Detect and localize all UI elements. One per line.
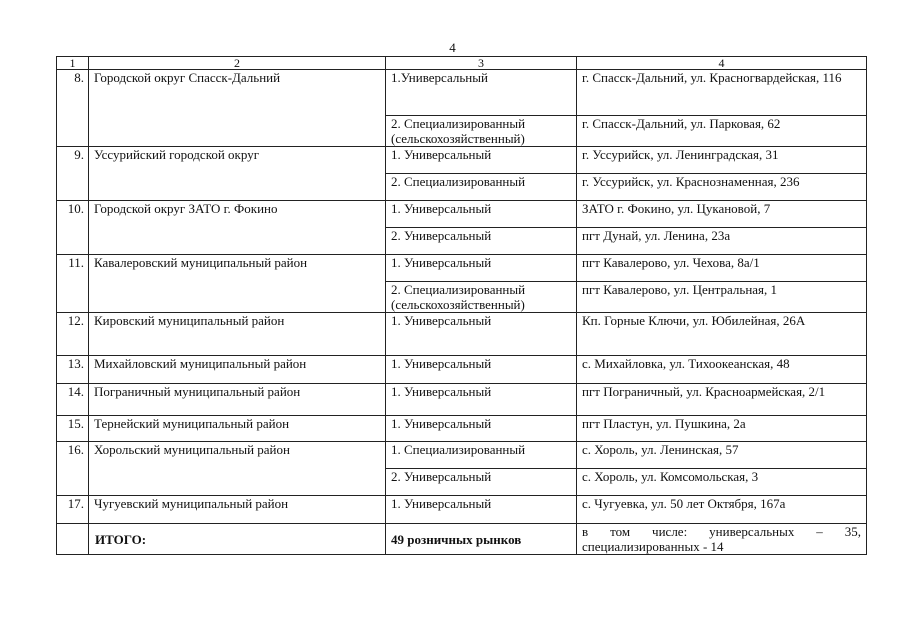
market-address: пгт Дунай, ул. Ленина, 23а	[577, 228, 867, 255]
market-address: г. Спасск-Дальний, ул. Парковая, 62	[577, 116, 867, 147]
row-number: 9.	[57, 147, 89, 201]
row-number: 15.	[57, 416, 89, 442]
municipality-name: Пограничный муниципальный район	[89, 384, 386, 416]
market-type: 1. Универсальный	[386, 356, 577, 384]
market-type: 2. Универсальный	[386, 469, 577, 496]
table-row	[57, 147, 867, 174]
total-detail: в том числе: универсальных – 35, специализированных - 14	[577, 524, 867, 555]
market-address: пгт Кавалерово, ул. Чехова, 8а/1	[577, 255, 867, 282]
market-address: с. Чугуевка, ул. 50 лет Октября, 167а	[577, 496, 867, 524]
table-row	[57, 201, 867, 228]
market-address: г. Спасск-Дальний, ул. Красногвардейская, 116	[577, 70, 867, 116]
row-number: 11.	[57, 255, 89, 313]
market-address: ЗАТО г. Фокино, ул. Цукановой, 7	[577, 201, 867, 228]
market-address: с. Михайловка, ул. Тихоокеанская, 48	[577, 356, 867, 384]
market-address: с. Хороль, ул. Комсомольская, 3	[577, 469, 867, 496]
table-row	[57, 255, 867, 282]
row-number: 17.	[57, 496, 89, 524]
municipality-name: Михайловский муниципальный район	[89, 356, 386, 384]
header-row	[57, 57, 867, 70]
market-type: 1. Универсальный	[386, 496, 577, 524]
row-number: 10.	[57, 201, 89, 255]
market-address: с. Хороль, ул. Ленинская, 57	[577, 442, 867, 469]
market-type: 1. Универсальный	[386, 147, 577, 174]
table-row	[57, 356, 867, 384]
market-address: пгт Пограничный, ул. Красноармейская, 2/1	[577, 384, 867, 416]
municipality-name: Хорольский муниципальный район	[89, 442, 386, 496]
market-address: г. Уссурийск, ул. Краснознаменная, 236	[577, 174, 867, 201]
market-type: 1.Универсальный	[386, 70, 577, 116]
market-type: 1. Универсальный	[386, 384, 577, 416]
total-number-cell	[57, 524, 89, 555]
row-number: 14.	[57, 384, 89, 416]
municipality-name: Кавалеровский муниципальный район	[89, 255, 386, 313]
market-type: 2. Специализированный (сельскохозяйственный)	[386, 116, 577, 147]
market-address: пгт Пластун, ул. Пушкина, 2а	[577, 416, 867, 442]
page-number: 4	[449, 40, 456, 55]
municipality-name: Уссурийский городской округ	[89, 147, 386, 201]
row-number: 16.	[57, 442, 89, 496]
table-row	[57, 384, 867, 416]
header-cell-4: 4	[577, 57, 867, 70]
market-type: 1. Универсальный	[386, 255, 577, 282]
total-markets: 49 розничных рынков	[386, 524, 577, 555]
table-row	[57, 442, 867, 469]
market-address: г. Уссурийск, ул. Ленинградская, 31	[577, 147, 867, 174]
header-cell-2: 2	[89, 57, 386, 70]
total-label: ИТОГО:	[89, 524, 386, 555]
market-type: 1. Универсальный	[386, 416, 577, 442]
markets-table	[56, 56, 867, 555]
row-number: 13.	[57, 356, 89, 384]
table-row	[57, 70, 867, 116]
table-row	[57, 313, 867, 356]
municipality-name: Тернейский муниципальный район	[89, 416, 386, 442]
row-number: 8.	[57, 70, 89, 147]
header-cell-3: 3	[386, 57, 577, 70]
market-type: 2. Специализированный (сельскохозяйственный)	[386, 282, 577, 313]
market-address: Кп. Горные Ключи, ул. Юбилейная, 26А	[577, 313, 867, 356]
market-type: 2. Специализированный	[386, 174, 577, 201]
table-row	[57, 416, 867, 442]
municipality-name: Кировский муниципальный район	[89, 313, 386, 356]
market-address: пгт Кавалерово, ул. Центральная, 1	[577, 282, 867, 313]
market-type: 1. Универсальный	[386, 313, 577, 356]
market-type: 1. Специализированный	[386, 442, 577, 469]
table-row	[57, 496, 867, 524]
total-row	[57, 524, 867, 555]
municipality-name: Чугуевский муниципальный район	[89, 496, 386, 524]
row-number: 12.	[57, 313, 89, 356]
market-type: 1. Универсальный	[386, 201, 577, 228]
header-cell-1: 1	[57, 57, 89, 70]
municipality-name: Городской округ ЗАТО г. Фокино	[89, 201, 386, 255]
market-type: 2. Универсальный	[386, 228, 577, 255]
municipality-name: Городской округ Спасск-Дальний	[89, 70, 386, 147]
